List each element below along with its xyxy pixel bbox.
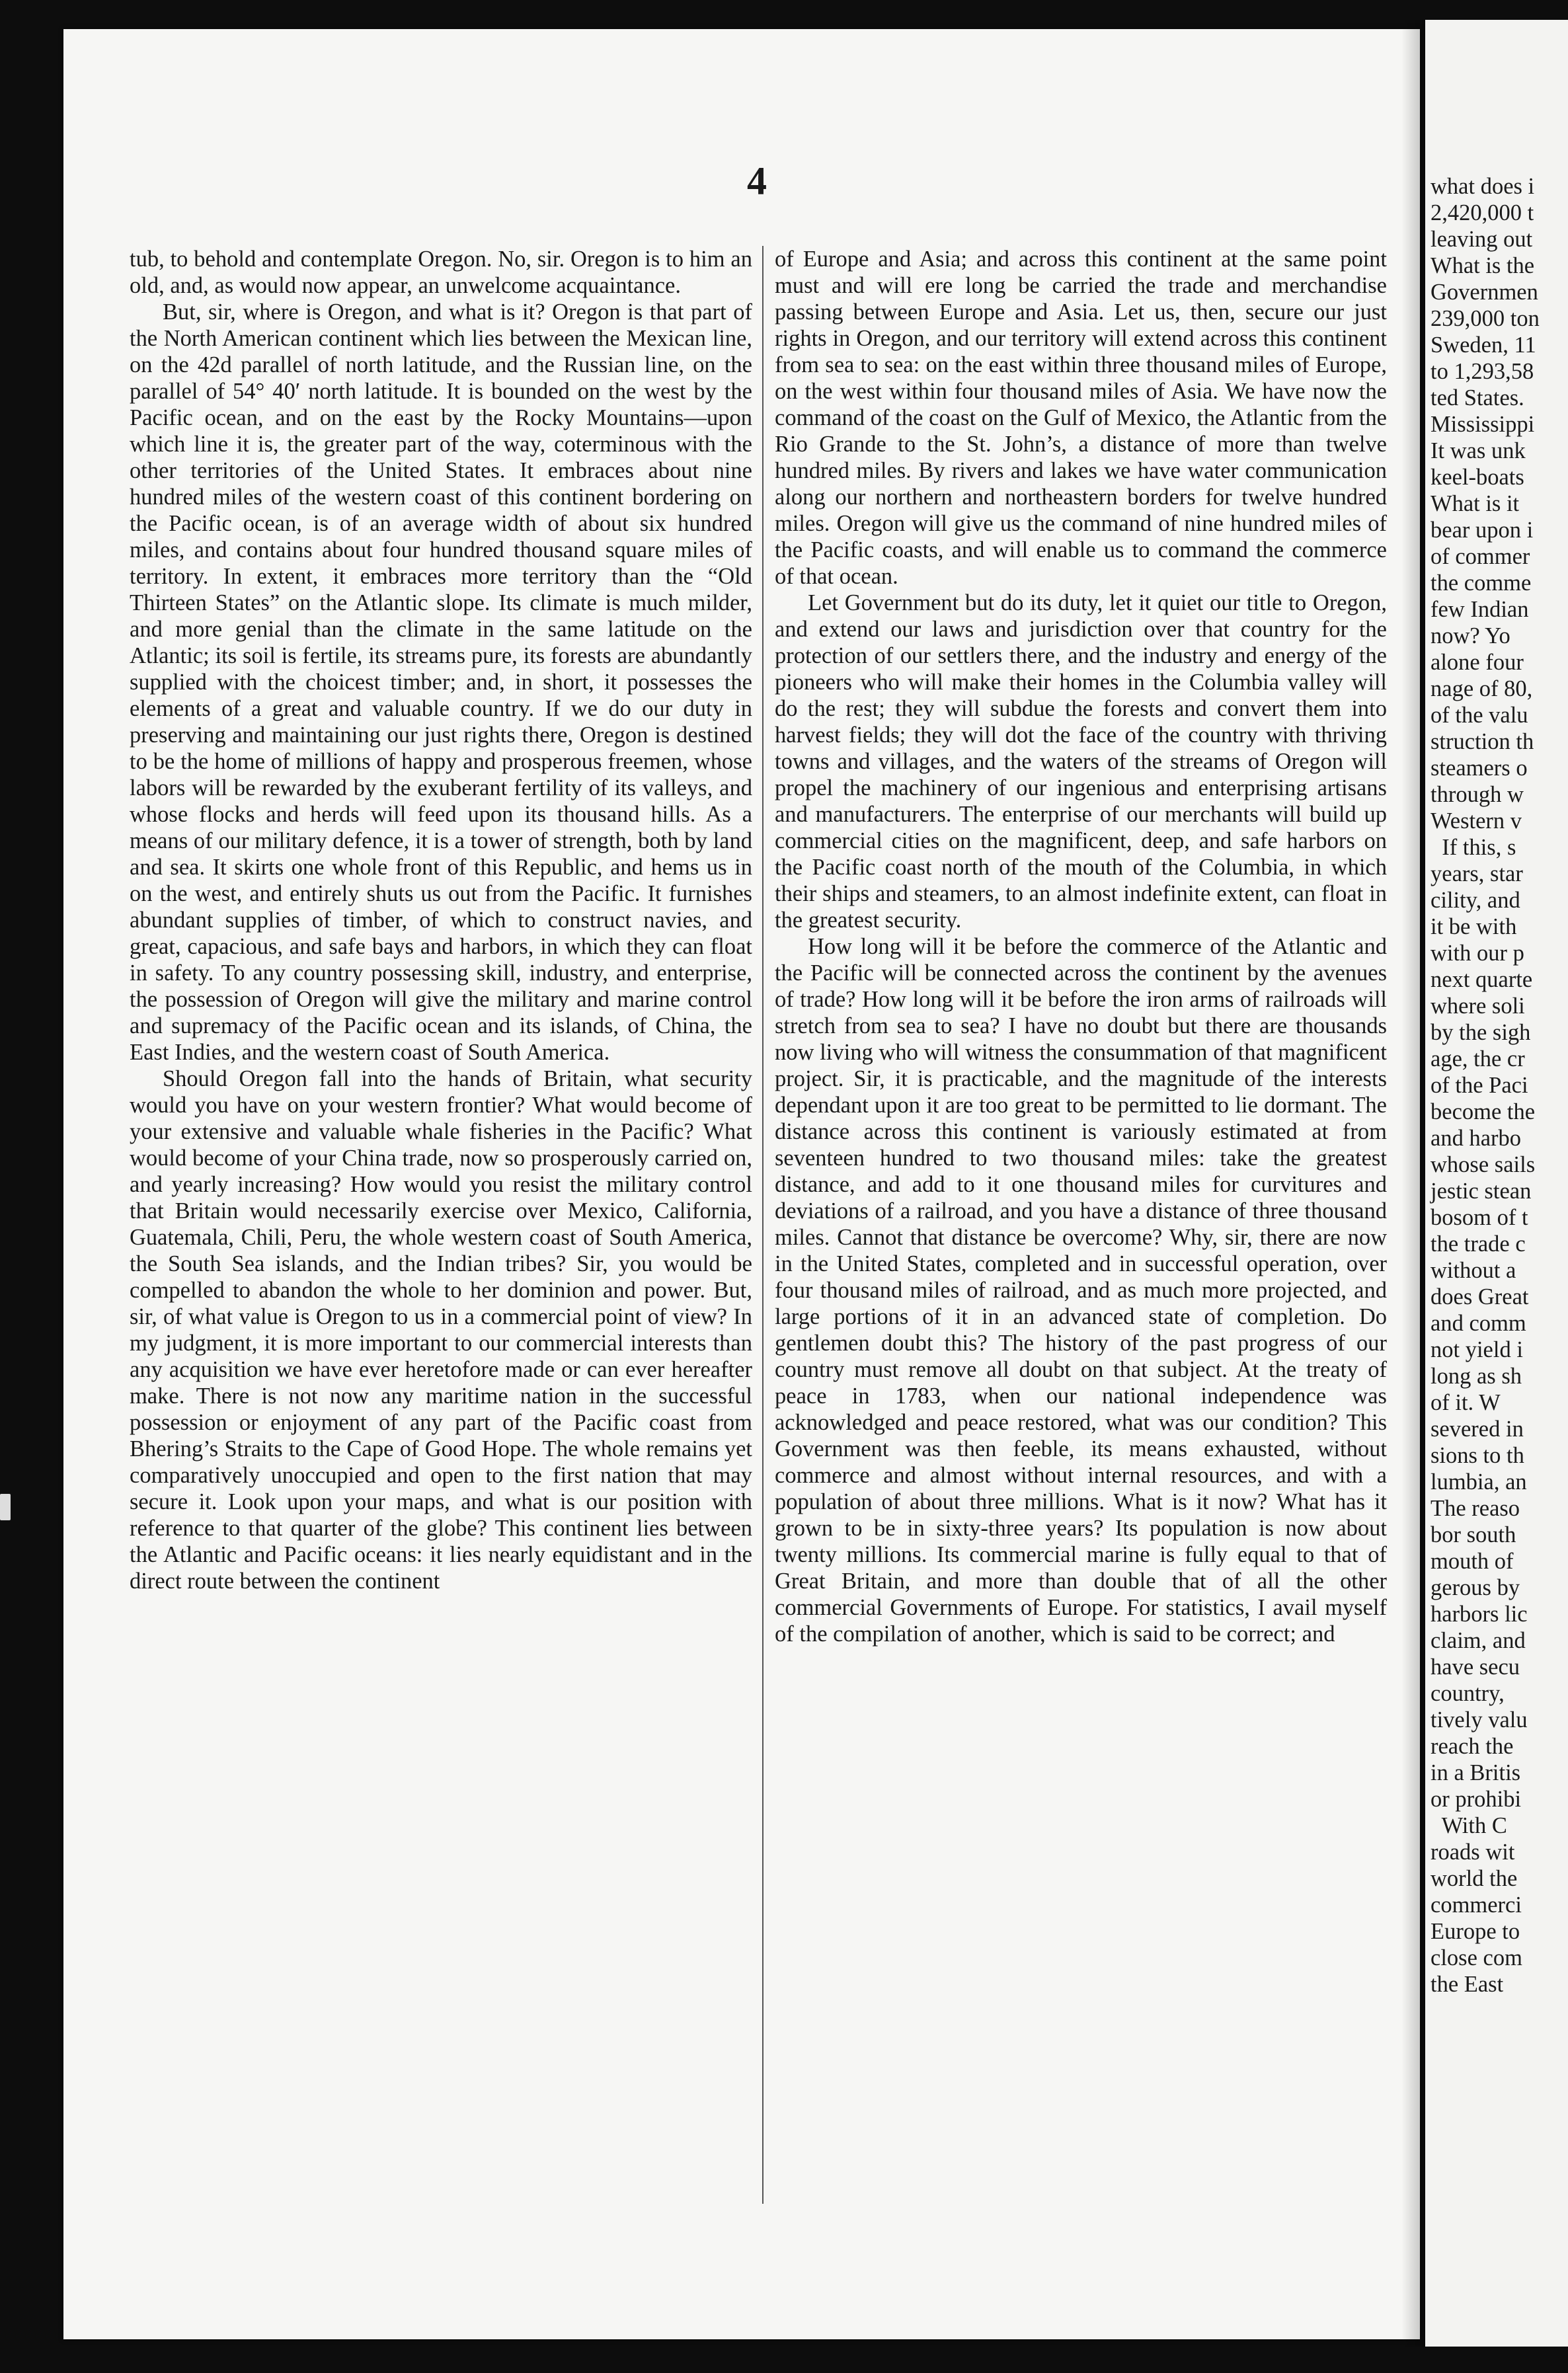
next-page-line: reach the [1431,1734,1514,1759]
middle-paragraph-2: Let Government but do its duty, let it quiet our title to Oregon, and extend our laws and jurisdiction over that country for the protection of our settlers there, and the industry and energy of the pioneers who will make their homes in the Columbia valley will do the rest; they will subdue the forests and convert them into harvest fields; they will dot the face of the country with thriving towns and villages, and the waters of the streams of Oregon will propel the machinery of our ingenious and enterprising artisans and manufacturers. The enterprise of our merchants will build up commercial cities on the magnificent, deep, and safe harbors on the Pacific coast north of the mouth of the Columbia, in which their ships and steamers, to an almost indefinite extent, can float in the greatest security. [775,590,1387,933]
left-column [130,246,752,1594]
next-page-line: with our p [1431,941,1524,966]
middle-paragraph-3: How long will it be before the commerce of the Atlantic and the Pacific will be connected across the continent by the avenues of trade? How long will it be before the iron arms of railroads will stretch from sea to sea? I have no doubt but there are thousands now living who will witness the consummation of that magnificent project. Sir, it is practicable, and the magnitude of the interests dependant upon it are too great to be permitted to lie dormant. The distance across this continent is variously estimated at from seventeen hundred to two thousand miles: take the greatest distance, and add to it one thousand miles for curvitures and deviations of a railroad, and you have a distance of three thousand miles. Cannot that distance be overcome? Why, sir, there are now in the United States, completed and in successful operation, over four thousand miles of railroad, and as much more projected, and large portions of it in an advanced state of completion. Do gentlemen doubt this? The history of the past progress of our country must remove all doubt on that subject. At the treaty of peace in 1783, when our national independence was acknowledged and peace restored, what was our condition? This Government was then feeble, its means exhausted, without commerce and almost without internal resources, and with a population of about three millions. What is it now? What has it grown to be in sixty-three years? Its population is now about twenty millions. Its commercial marine is fully equal to that of Great Britain, and more than double that of all the other commercial Governments of Europe. For statistics, I avail myself of the compilation of another, which is said to be correct; and [775,934,1387,1647]
next-page-line: age, the cr [1431,1046,1525,1071]
page-number: 4 [747,159,767,203]
scan-clip-mark [0,1494,11,1520]
next-page-line: Western v [1431,808,1522,834]
next-page-line: cility, and [1431,888,1520,913]
next-page-line: in a Britis [1431,1760,1521,1785]
next-page-line: severed in [1431,1417,1524,1442]
middle-column [775,246,1387,1647]
next-page-line: What is the [1431,253,1535,278]
next-page-text-fragment [1431,173,1540,1998]
next-page-line: world the [1431,1866,1518,1891]
column-divider [762,246,764,2204]
next-page-line: to 1,293,58 [1431,359,1534,384]
next-page-line: of commer [1431,544,1530,569]
next-page-line: where soli [1431,993,1525,1019]
next-page-line: years, star [1431,861,1523,886]
left-paragraph-1: tub, to behold and contemplate Oregon. No, sir. Oregon is to him an old, and, as would now appear, an unwelcome acquaintance. [130,247,752,298]
next-page-line: now? Yo [1431,623,1510,648]
next-page-line: 2,420,000 t [1431,200,1534,225]
next-page-line: steamers o [1431,756,1528,781]
next-page-line: the comme [1431,570,1532,596]
next-page-line: ted States. [1431,385,1524,410]
next-page-line: and harbo [1431,1126,1521,1151]
next-page-line: or prohibi [1431,1787,1522,1812]
next-page-line: the trade c [1431,1231,1526,1257]
left-paragraph-2: But, sir, where is Oregon, and what is it? Oregon is that part of the North American continent which lies between the Mexican line, on the 42d parallel of north latitude, and the Russian line, on the parallel of 54° 40′ north latitude. It is bounded on the west by the Pacific ocean, and on the east by the Rocky Mountains—upon which line it is, the greater part of the way, coterminous with the other territories of the United States. It embraces about nine hundred miles of the western coast of this continent bordering on the Pacific ocean, is of an average width of about six hundred miles, and contains about four hundred thousand square miles of territory. In extent, it embraces more territory than the “Old Thirteen States” on the Atlantic slope. Its climate is much milder, and more genial than the climate in the same latitude on the Atlantic; its soil is fertile, its streams pure, its forests are abundantly supplied with the choicest timber; and, in short, it possesses the elements of a great and valuable country. If we do our duty in preserving and maintaining our just rights there, Oregon is destined to be the home of millions of happy and prosperous freemen, whose labors will be rewarded by the exuberant fertility of its valleys, and whose flocks and herds will feed upon its thousand hills. As a means of our military defence, it is a tower of strength, both by land and sea. It skirts one whole front of this Republic, and hems us in on the west, and entirely shuts us out from the Pacific. It furnishes abundant supplies of timber, of which to construct navies, and great, capacious, and safe bays and harbors, in which they can float in safety. To any country possessing skill, industry, and enterprise, the possession of Oregon will give the military and marine control and supremacy of the Pacific ocean and its islands, of China, the East Indies, and the western coast of South America. [130,299,752,1065]
next-page-line: nage of 80, [1431,676,1533,701]
next-page-line: mouth of [1431,1549,1514,1574]
next-page-line: What is it [1431,491,1520,516]
next-page-line: claim, and [1431,1628,1526,1653]
binding-gutter [1401,20,1428,2347]
next-page-line: without a [1431,1258,1516,1283]
middle-paragraph-1: of Europe and Asia; and across this continent at the same point must and will ere long be carried the trade and merchandise passing between Europe and Asia. Let us, then, secure our just rights in Oregon, and our territory will extend across this continent from sea to sea: on the east within three thousand miles of Europe, on the west within four thousand miles of Asia. We have now the command of the coast on the Gulf of Mexico, the Atlantic from the Rio Grande to the St. John’s, a distance of more than twelve hundred miles. By rivers and lakes we have water communication along our northern and northeastern borders for twelve hundred miles. Oregon will give us the command of nine hundred miles of the Pacific coasts, and will enable us to command the commerce of that ocean. [775,247,1387,589]
next-page-line: sions to th [1431,1443,1524,1468]
next-page-line: Governmen [1431,280,1538,305]
next-page-line: country, [1431,1681,1505,1706]
left-paragraph-3: Should Oregon fall into the hands of Britain, what security would you have on your western frontier? What would become of your extensive and valuable whale fisheries in the Pacific? What would become of your China trade, now so prosperously carried on, and yearly increasing? How would you resist the military control that Britain would necessarily exercise over Mexico, California, Guatemala, Chili, Peru, the whole western coast of South America, the South Sea islands, and the Indian tribes? Sir, you would be compelled to abandon the whole to her dominion and power. But, sir, of what value is Oregon to us in a commercial point of view? In my judgment, it is more important to our commercial interests than any acquisition we have ever heretofore made or can ever hereafter make. There is not now any maritime nation in the successful possession or enjoyment of any part of the Pacific coast from Bhering’s Straits to the Cape of Good Hope. The whole remains yet comparatively unoccupied and open to the first nation that may secure it. Look upon your maps, and what is our position with reference to that quarter of the globe? This continent lies between the Atlantic and Pacific oceans: it lies nearly equidistant and in the direct route between the continent [130,1066,752,1594]
next-page-line: and comm [1431,1311,1526,1336]
next-page-line: of it. W [1431,1390,1501,1415]
next-page-line: it be with [1431,914,1517,939]
next-page-line: If this, s [1431,835,1516,860]
next-page-line: of the valu [1431,703,1528,728]
next-page-line: bear upon i [1431,518,1534,543]
next-page-line: The reaso [1431,1496,1520,1521]
next-page-line: alone four [1431,650,1524,675]
next-page-line: commerci [1431,1892,1522,1918]
next-page-line: the East [1431,1972,1504,1997]
next-page-line: few Indian [1431,597,1529,622]
next-page-line: gerous by [1431,1575,1520,1600]
next-page-line: It was unk [1431,438,1526,463]
next-page-line: by the sigh [1431,1020,1531,1045]
next-page-line: harbors lic [1431,1602,1528,1627]
next-page-line: next quarte [1431,967,1533,992]
next-page-line: 239,000 ton [1431,306,1540,331]
next-page-line: Mississippi [1431,412,1535,437]
next-page-line: tively valu [1431,1707,1528,1732]
next-page-line: whose sails [1431,1152,1536,1177]
next-page-line: With C [1431,1813,1507,1838]
next-page-line: of the Paci [1431,1073,1528,1098]
next-page-line: does Great [1431,1284,1529,1309]
next-page-line: not yield i [1431,1337,1523,1362]
next-page-line: Sweden, 11 [1431,332,1536,358]
next-page-line: struction th [1431,729,1534,754]
next-page-line: become the [1431,1099,1536,1124]
next-page-line: bosom of t [1431,1205,1528,1230]
next-page-line: Europe to [1431,1919,1520,1944]
next-page-line: close com [1431,1945,1522,1970]
next-page-line: jestic stean [1431,1179,1532,1204]
next-page-line: through w [1431,782,1524,807]
next-page-line: roads wit [1431,1840,1515,1865]
next-page-line: lumbia, an [1431,1469,1527,1495]
next-page-line: long as sh [1431,1364,1522,1389]
next-page-line: have secu [1431,1654,1520,1680]
next-page-line: what does i [1431,174,1535,199]
next-page-line: leaving out [1431,227,1533,252]
next-page-line: keel-boats [1431,465,1524,490]
next-page-line: bor south [1431,1522,1516,1547]
